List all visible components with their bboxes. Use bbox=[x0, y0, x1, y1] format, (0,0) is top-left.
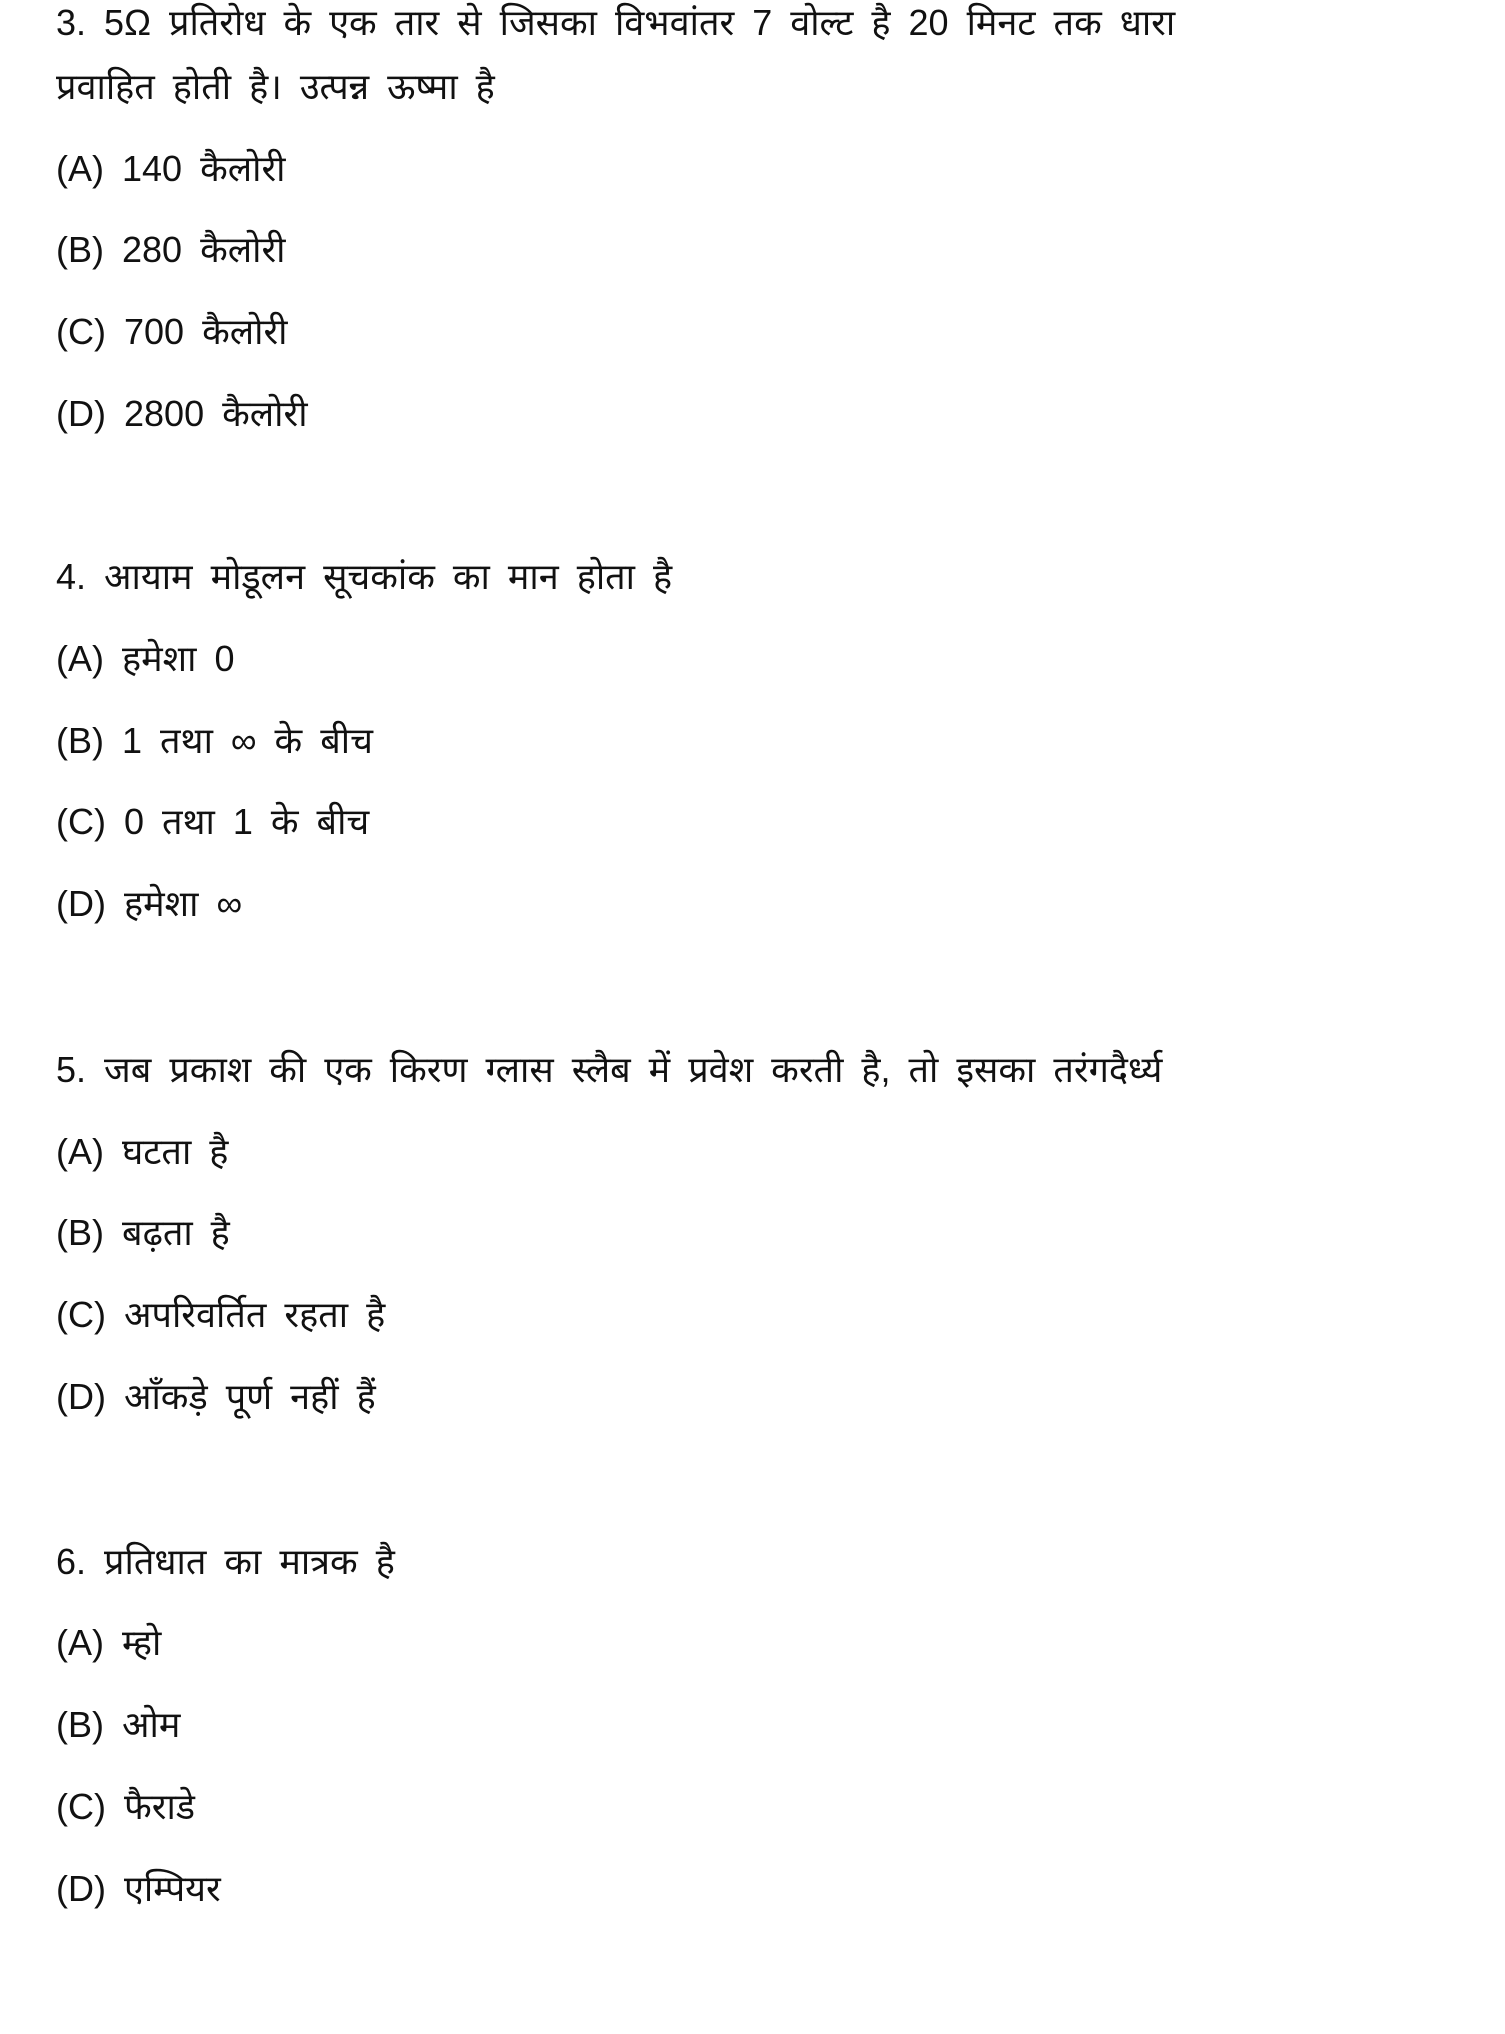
question-number: 3. bbox=[56, 2, 87, 43]
question-6 bbox=[56, 1540, 395, 1584]
question-5 bbox=[56, 1048, 1162, 1092]
option-c bbox=[56, 1293, 385, 1337]
option-text: हमेशा ∞ bbox=[124, 883, 243, 924]
question-text: जब प्रकाश की एक किरण ग्लास स्लैब में प्रवेश करती है, तो इसका तरंगदैर्ध्य bbox=[104, 1049, 1163, 1090]
option-label: (B) bbox=[56, 229, 104, 270]
option-d bbox=[56, 1375, 376, 1419]
option-d bbox=[56, 882, 242, 926]
option-b bbox=[56, 719, 373, 763]
option-text: म्हो bbox=[122, 1622, 162, 1663]
option-d bbox=[56, 392, 308, 436]
question-text: आयाम मोडूलन सूचकांक का मान होता है bbox=[104, 556, 673, 597]
option-label: (D) bbox=[56, 883, 106, 924]
option-text: ओम bbox=[122, 1704, 181, 1745]
option-label: (D) bbox=[56, 1868, 106, 1909]
question-3-line-1 bbox=[56, 1, 1175, 45]
question-3-line-2 bbox=[56, 65, 495, 109]
option-a bbox=[56, 147, 286, 191]
option-label: (A) bbox=[56, 638, 104, 679]
option-text: 140 कैलोरी bbox=[122, 148, 286, 189]
option-label: (C) bbox=[56, 311, 106, 352]
question-4 bbox=[56, 555, 672, 599]
option-a bbox=[56, 1621, 161, 1665]
question-text: 5Ω प्रतिरोध के एक तार से जिसका विभवांतर 7 वोल्ट है 20 मिनट तक धारा bbox=[104, 2, 1176, 43]
option-label: (D) bbox=[56, 393, 106, 434]
option-label: (B) bbox=[56, 720, 104, 761]
option-b bbox=[56, 1211, 230, 1255]
question-number: 4. bbox=[56, 556, 87, 597]
option-c bbox=[56, 1785, 195, 1829]
question-number: 5. bbox=[56, 1049, 87, 1090]
question-text: प्रवाहित होती है। उत्पन्न ऊष्मा है bbox=[56, 66, 495, 107]
option-label: (B) bbox=[56, 1704, 104, 1745]
option-d bbox=[56, 1867, 221, 1911]
option-text: हमेशा 0 bbox=[122, 638, 235, 679]
option-c bbox=[56, 310, 288, 354]
option-b bbox=[56, 1703, 180, 1747]
question-text: प्रतिधात का मात्रक है bbox=[104, 1541, 395, 1582]
option-text: आँकड़े पूर्ण नहीं हैं bbox=[124, 1376, 376, 1417]
option-label: (D) bbox=[56, 1376, 106, 1417]
option-b bbox=[56, 228, 286, 272]
option-text: एम्पियर bbox=[124, 1868, 221, 1909]
option-label: (C) bbox=[56, 1786, 106, 1827]
option-text: फैराडे bbox=[124, 1786, 196, 1827]
option-label: (C) bbox=[56, 1294, 106, 1335]
option-a bbox=[56, 637, 235, 681]
option-text: 1 तथा ∞ के बीच bbox=[122, 720, 373, 761]
option-label: (C) bbox=[56, 801, 106, 842]
option-label: (A) bbox=[56, 1131, 104, 1172]
option-text: अपरिवर्तित रहता है bbox=[124, 1294, 386, 1335]
option-text: 2800 कैलोरी bbox=[124, 393, 308, 434]
option-label: (B) bbox=[56, 1212, 104, 1253]
option-c bbox=[56, 800, 369, 844]
option-label: (A) bbox=[56, 1622, 104, 1663]
option-text: घटता है bbox=[122, 1131, 229, 1172]
option-text: बढ़ता है bbox=[122, 1212, 230, 1253]
option-text: 700 कैलोरी bbox=[124, 311, 288, 352]
option-text: 0 तथा 1 के बीच bbox=[124, 801, 370, 842]
option-label: (A) bbox=[56, 148, 104, 189]
question-number: 6. bbox=[56, 1541, 87, 1582]
option-text: 280 कैलोरी bbox=[122, 229, 286, 270]
option-a bbox=[56, 1130, 228, 1174]
